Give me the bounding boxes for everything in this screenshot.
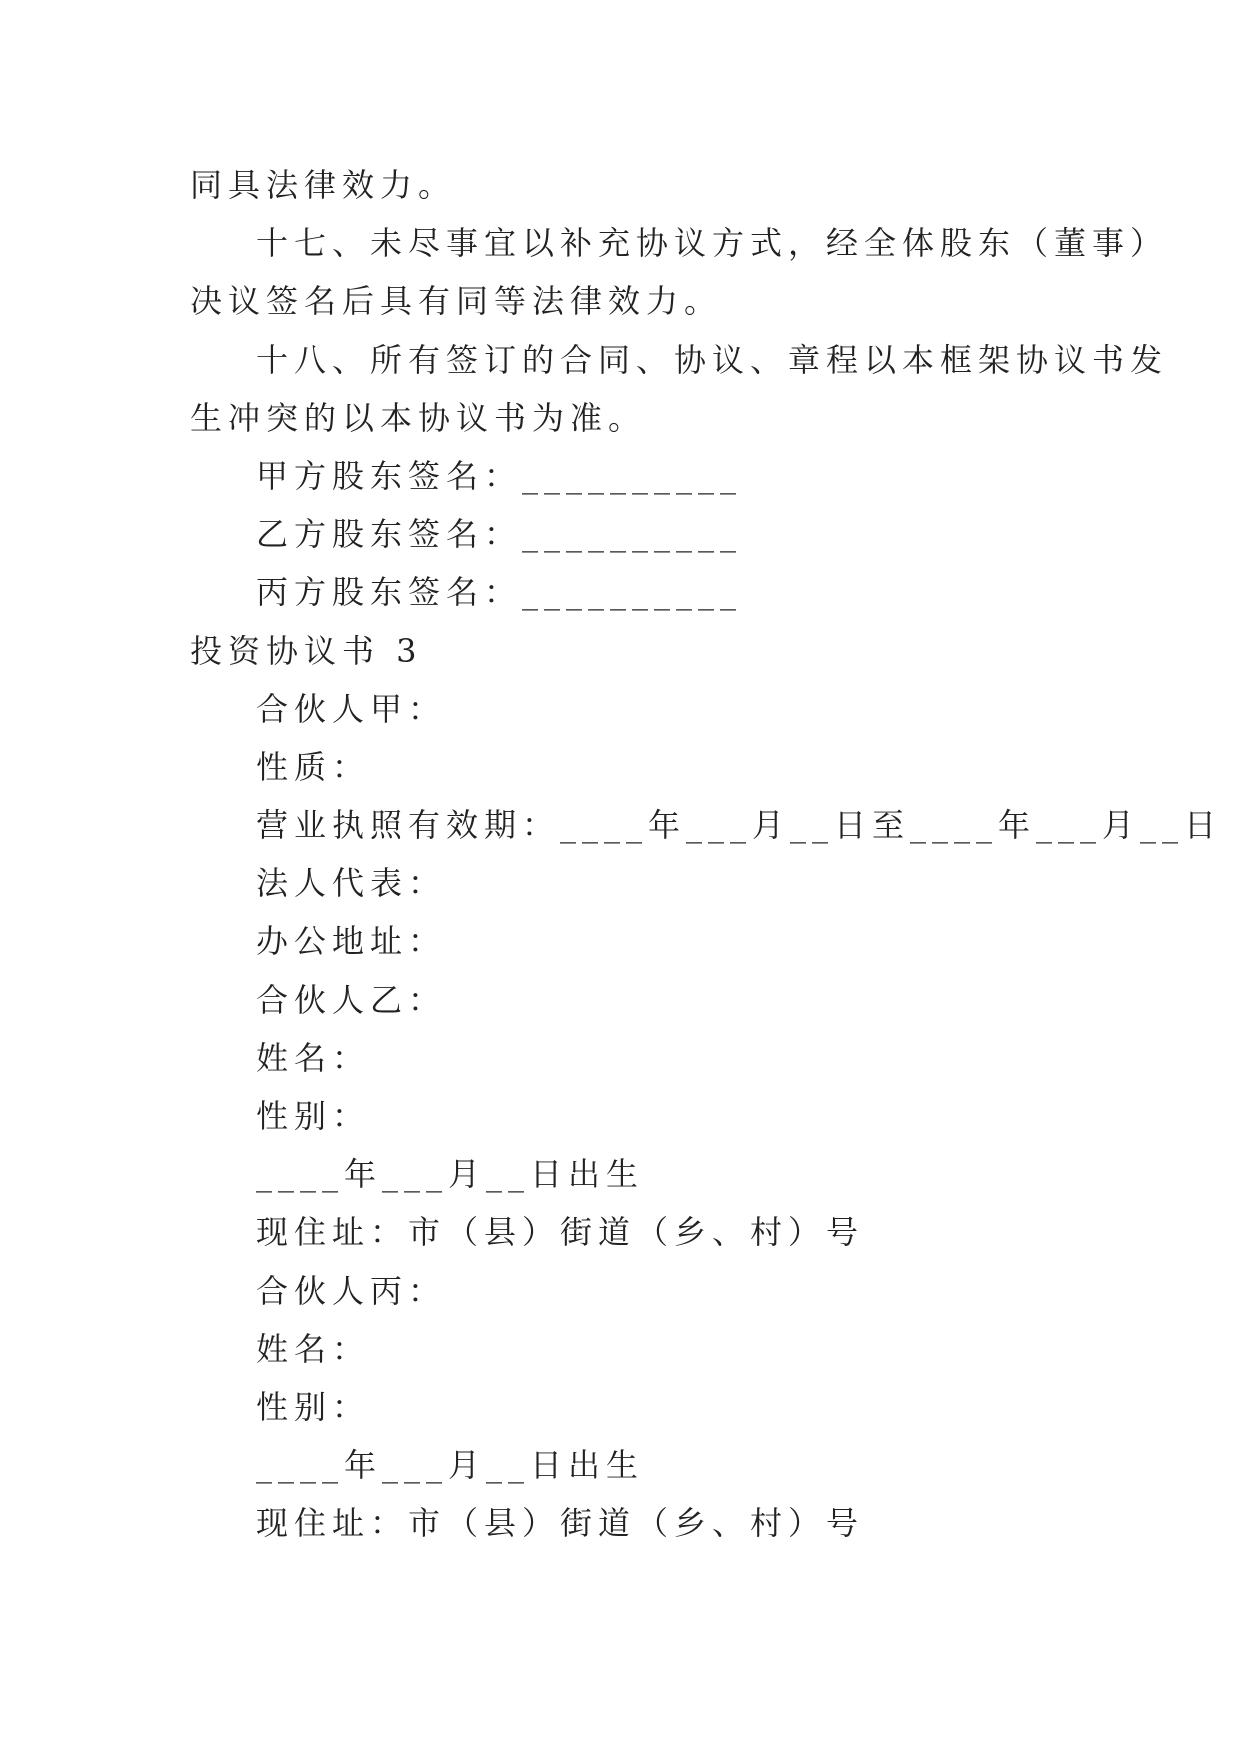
text-line: 决议签名后具有同等法律效力。 [190, 282, 723, 321]
section-heading: 投资协议书 3 [190, 631, 423, 670]
name-field: 姓名： [256, 1329, 371, 1368]
nature-field: 性质： [256, 747, 371, 786]
gender-field: 性别： [256, 1097, 371, 1135]
partner-b-label: 合伙人乙： [256, 980, 447, 1019]
signature-line-party-a: 甲方股东签名：__________ [256, 456, 743, 495]
birth-date-field: ____年___月__日出生 [256, 1446, 645, 1485]
birth-date-field: ____年___月__日出生 [256, 1155, 645, 1194]
partner-a-label: 合伙人甲： [256, 689, 447, 728]
name-field: 姓名： [256, 1038, 371, 1077]
signature-line-party-c: 丙方股东签名：__________ [256, 573, 743, 612]
clause-17: 十七、未尽事宜以补充协议方式，经全体股东（董事） [256, 224, 1169, 263]
current-address-field: 现住址：市（县）街道（乡、村）号 [256, 1504, 865, 1543]
signature-line-party-b: 乙方股东签名：__________ [256, 515, 743, 554]
partner-c-label: 合伙人丙： [256, 1271, 447, 1310]
office-address-field: 办公地址： [256, 922, 447, 961]
text-line: 生冲突的以本协议书为准。 [190, 398, 647, 437]
current-address-field: 现住址：市（县）街道（乡、村）号 [256, 1213, 865, 1252]
document-body [190, 156, 1223, 1553]
legal-representative-field: 法人代表： [256, 864, 447, 903]
text-line: 同具法律效力。 [190, 166, 457, 204]
license-validity-field: 营业执照有效期：____年___月__日至____年___月__日 [256, 806, 1223, 845]
gender-field: 性别： [256, 1387, 371, 1426]
clause-18: 十八、所有签订的合同、协议、章程以本框架协议书发 [256, 340, 1169, 379]
